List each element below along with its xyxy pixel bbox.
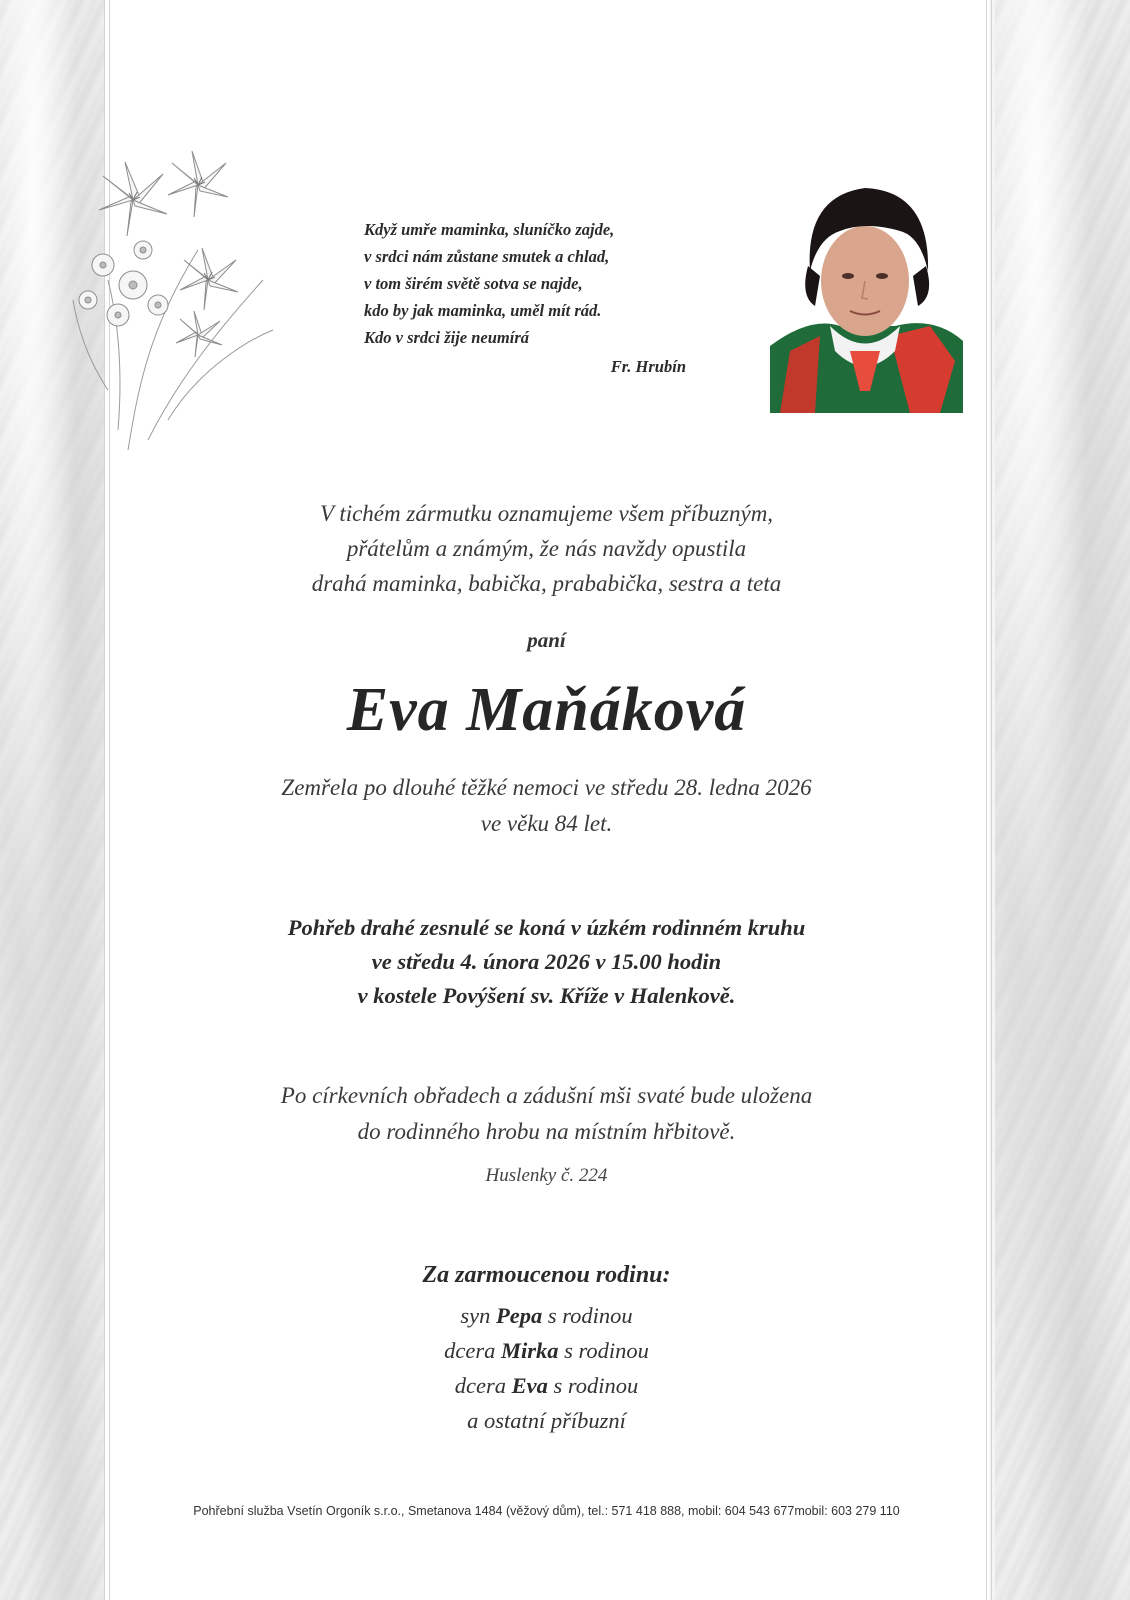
intro-text (104, 496, 989, 601)
family-member (104, 1333, 989, 1368)
suffix: s rodinou (564, 1338, 649, 1363)
lily-flowers-illustration (48, 130, 278, 460)
death-info (104, 770, 989, 842)
honorific-title: paní (527, 628, 566, 652)
family-members (104, 1298, 989, 1438)
member-name: Eva (511, 1373, 548, 1398)
marble-border-right (995, 0, 1130, 1600)
relation: syn (460, 1303, 491, 1328)
family-member (104, 1368, 989, 1403)
burial-line: Po církevních obřadech a zádušní mši svaté bude uložena (280, 1083, 813, 1108)
death-line: Zemřela po dlouhé těžké nemoci ve středu 28. ledna 2026 (281, 775, 812, 800)
poem (364, 216, 704, 380)
poem-author: Fr. Hrubín (610, 357, 686, 376)
poem-line: v srdci nám zůstane smutek a chlad, (364, 247, 610, 266)
poem-line: Když umře maminka, sluníčko zajde, (364, 220, 615, 239)
funeral-info (104, 911, 989, 1013)
death-line: ve věku 84 let. (480, 811, 613, 836)
funeral-line: v kostele Povýšení sv. Kříže v Halenkově. (357, 983, 736, 1008)
family-closing: a ostatní příbuzní (467, 1408, 626, 1433)
suffix: s rodinou (547, 1303, 633, 1328)
member-name: Mirka (500, 1338, 559, 1363)
family-address: Huslenky č. 224 (485, 1165, 608, 1186)
poem-line: v tom širém světě sotva se najde, (364, 274, 583, 293)
deceased-name: Eva Maňáková (346, 676, 747, 744)
family-member (104, 1298, 989, 1333)
burial-info (104, 1078, 989, 1150)
funeral-line: Pohřeb drahé zesnulé se koná v úzkém rodinném kruhu (287, 915, 806, 940)
poem-line: Kdo v srdci žije neumírá (364, 328, 530, 347)
intro-line: přátelům a známým, že nás navždy opustila (346, 536, 747, 561)
relation: dcera (454, 1373, 506, 1398)
funeral-line: ve středu 4. února 2026 v 15.00 hodin (371, 949, 722, 974)
member-name: Pepa (495, 1303, 543, 1328)
border-line (991, 0, 992, 1600)
intro-line: drahá maminka, babička, prababička, sestra a teta (311, 571, 782, 596)
family-heading: Za zarmoucenou rodinu: (422, 1262, 671, 1288)
poem-line: kdo by jak maminka, uměl mít rád. (364, 301, 602, 320)
funeral-service-footer: Pohřební služba Vsetín Orgoník s.r.o., Smetanova 1484 (věžový dům), tel.: 571 418 888, mobil: 604 543 677mobil: 603 279 110 (193, 1504, 900, 1518)
intro-line: V tichém zármutku oznamujeme všem příbuzným, (319, 501, 774, 526)
relation: dcera (444, 1338, 496, 1363)
suffix: s rodinou (553, 1373, 639, 1398)
burial-line: do rodinného hrobu na místním hřbitově. (357, 1119, 736, 1144)
deceased-portrait-photo (770, 176, 963, 413)
